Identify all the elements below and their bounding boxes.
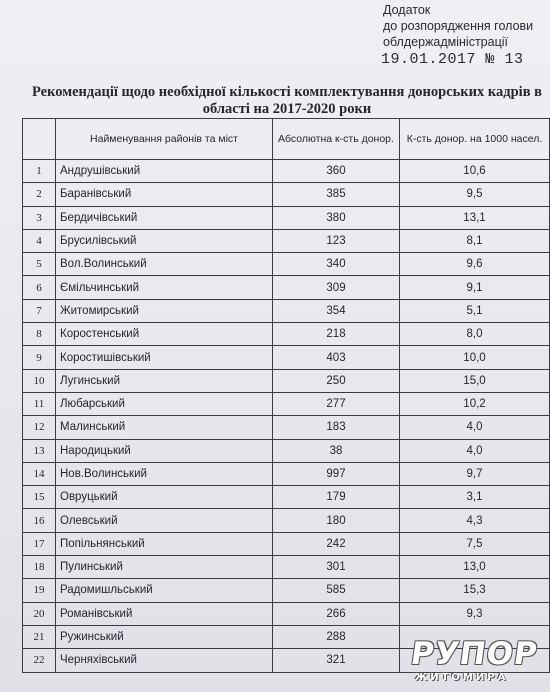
row-absolute: 354 <box>273 299 400 322</box>
table-row <box>23 346 550 369</box>
table-header-row <box>23 119 550 160</box>
row-number: 20 <box>23 602 56 625</box>
table-row <box>23 392 550 415</box>
row-name: Лугинський <box>56 369 273 392</box>
row-per-1000: 8,0 <box>400 323 550 346</box>
row-absolute: 321 <box>273 649 400 672</box>
row-name: Коростенський <box>56 323 273 346</box>
row-per-1000: 7,5 <box>400 532 550 555</box>
table-row <box>23 602 550 625</box>
row-per-1000: 9,3 <box>400 602 550 625</box>
row-absolute: 242 <box>273 532 400 555</box>
row-per-1000: 4,0 <box>400 416 550 439</box>
row-number: 13 <box>23 439 56 462</box>
row-absolute: 266 <box>273 602 400 625</box>
table-row <box>23 299 550 322</box>
row-name: Народицький <box>56 439 273 462</box>
header-absolute: Абсолютна к-сть донор. <box>273 119 400 160</box>
annex-line3: облдержадміністрації <box>383 35 508 49</box>
table-row <box>23 276 550 299</box>
row-name: Брусилівський <box>56 229 273 252</box>
row-absolute: 180 <box>273 509 400 532</box>
row-number: 21 <box>23 625 56 648</box>
row-absolute: 218 <box>273 323 400 346</box>
row-absolute: 179 <box>273 486 400 509</box>
document-title <box>22 84 550 118</box>
row-name: Попільнянський <box>56 532 273 555</box>
row-name: Бердичівський <box>56 206 273 229</box>
row-absolute: 301 <box>273 556 400 579</box>
row-absolute: 403 <box>273 346 400 369</box>
row-absolute: 309 <box>273 276 400 299</box>
row-absolute: 385 <box>273 183 400 206</box>
row-absolute: 997 <box>273 462 400 485</box>
row-number: 2 <box>23 183 56 206</box>
row-name: Черняхівський <box>56 649 273 672</box>
row-number: 22 <box>23 649 56 672</box>
row-absolute: 360 <box>273 160 400 183</box>
row-name: Коростишівський <box>56 346 273 369</box>
row-name: Радомишльський <box>56 579 273 602</box>
row-name: Вол.Волинський <box>56 253 273 276</box>
row-per-1000: 13,1 <box>400 206 550 229</box>
row-number: 14 <box>23 462 56 485</box>
row-number: 3 <box>23 206 56 229</box>
row-number: 8 <box>23 323 56 346</box>
row-per-1000: 9,6 <box>400 253 550 276</box>
donor-table <box>22 118 550 673</box>
row-name: Пулинський <box>56 556 273 579</box>
row-per-1000: 5,1 <box>400 299 550 322</box>
row-per-1000: 15,3 <box>400 579 550 602</box>
table-row <box>23 532 550 555</box>
table-row <box>23 323 550 346</box>
table-row <box>23 556 550 579</box>
table-row <box>23 183 550 206</box>
row-absolute: 380 <box>273 206 400 229</box>
table-row <box>23 416 550 439</box>
table-row <box>23 462 550 485</box>
row-per-1000: 10,2 <box>400 392 550 415</box>
row-per-1000: 9,7 <box>400 462 550 485</box>
row-name: Любарський <box>56 392 273 415</box>
row-number: 19 <box>23 579 56 602</box>
table-row <box>23 206 550 229</box>
row-absolute: 123 <box>273 229 400 252</box>
row-name: Малинський <box>56 416 273 439</box>
row-number: 6 <box>23 276 56 299</box>
annex-line2: до розпорядження голови <box>383 19 534 33</box>
annex-date-number: 19.01.2017 № 13 <box>381 51 524 68</box>
row-absolute: 340 <box>273 253 400 276</box>
row-per-1000: 15,0 <box>400 369 550 392</box>
title-line2: області на 2017-2020 роки <box>202 101 372 117</box>
row-absolute: 38 <box>273 439 400 462</box>
row-number: 10 <box>23 369 56 392</box>
row-name: Олевський <box>56 509 273 532</box>
row-number: 4 <box>23 229 56 252</box>
watermark-logo <box>403 636 541 688</box>
row-name: Ружинський <box>56 625 273 648</box>
row-number: 1 <box>23 160 56 183</box>
row-number: 17 <box>23 532 56 555</box>
table-row <box>23 229 550 252</box>
row-number: 5 <box>23 253 56 276</box>
table-row <box>23 160 550 183</box>
row-absolute: 183 <box>273 416 400 439</box>
row-absolute: 277 <box>273 392 400 415</box>
row-per-1000: 4,0 <box>400 439 550 462</box>
row-per-1000: 3,1 <box>400 486 550 509</box>
table-row <box>23 369 550 392</box>
table-row <box>23 509 550 532</box>
row-number: 9 <box>23 346 56 369</box>
row-number: 18 <box>23 556 56 579</box>
table-row <box>23 253 550 276</box>
watermark-main: РУПОР <box>408 636 541 672</box>
watermark-sub: ЖИТОМИРА <box>415 672 509 683</box>
table-row <box>23 486 550 509</box>
row-per-1000: 13,0 <box>400 556 550 579</box>
row-number: 12 <box>23 416 56 439</box>
row-per-1000: 10,0 <box>400 346 550 369</box>
row-number: 15 <box>23 486 56 509</box>
row-name: Баранівський <box>56 183 273 206</box>
title-line1: Рекомендації щодо необхідної кількості комплектування донорських кадрів в <box>31 84 542 100</box>
row-name: Ємільчинський <box>56 276 273 299</box>
row-per-1000: 8,1 <box>400 229 550 252</box>
row-per-1000: 9,1 <box>400 276 550 299</box>
header-name: Найменування районів та міст <box>56 119 273 160</box>
annex-block <box>383 2 533 68</box>
row-per-1000: 4,3 <box>400 509 550 532</box>
row-absolute: 250 <box>273 369 400 392</box>
row-name: Овруцький <box>56 486 273 509</box>
annex-line1: Додаток <box>383 3 431 17</box>
table-row <box>23 579 550 602</box>
row-per-1000: 9,5 <box>400 183 550 206</box>
header-num <box>23 119 56 160</box>
header-per-1000: К-сть донор. на 1000 насел. <box>400 119 550 160</box>
row-number: 16 <box>23 509 56 532</box>
table-body <box>23 160 550 673</box>
row-name: Нов.Волинський <box>56 462 273 485</box>
row-absolute: 288 <box>273 625 400 648</box>
row-name: Романівський <box>56 602 273 625</box>
row-number: 11 <box>23 392 56 415</box>
row-number: 7 <box>23 299 56 322</box>
row-per-1000: 10,6 <box>400 160 550 183</box>
table-row <box>23 439 550 462</box>
row-name: Житомирський <box>56 299 273 322</box>
row-name: Андрушівський <box>56 160 273 183</box>
row-absolute: 585 <box>273 579 400 602</box>
